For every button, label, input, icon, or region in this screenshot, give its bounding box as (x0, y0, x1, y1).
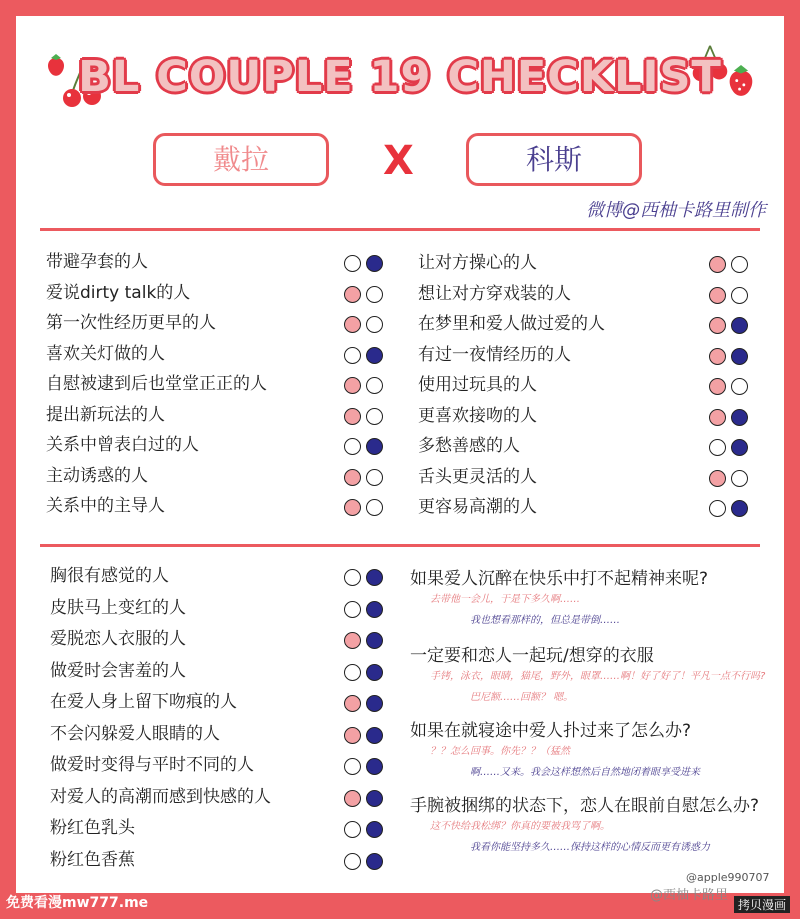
answer-dot (344, 255, 361, 272)
checklist-item: 更容易高潮的人 (418, 497, 537, 517)
answer-dot (366, 853, 383, 870)
watermark-handle: @apple990707 (686, 871, 770, 884)
answer-marks (709, 285, 753, 305)
answer-dot (731, 409, 748, 426)
name-right: 科斯 (466, 133, 642, 186)
handwritten-answer: 我看你能坚持多久……保持这样的心情反而更有诱惑力 (470, 842, 710, 853)
answer-marks (709, 254, 753, 274)
checklist-item: 喜欢关灯做的人 (46, 343, 165, 364)
answer-dot (366, 758, 383, 775)
answer-marks (344, 467, 388, 487)
checklist-item: 爱说dirty talk的人 (46, 282, 191, 303)
answer-dot (344, 286, 361, 303)
checklist-item: 做爱时变得与平时不同的人 (50, 755, 254, 775)
checklist-item: 粉红色乳头 (50, 818, 135, 838)
answer-marks (344, 630, 388, 650)
answer-marks (344, 375, 388, 395)
answer-dot (366, 664, 383, 681)
answer-marks (344, 725, 388, 745)
answer-marks (709, 376, 753, 396)
answer-marks (344, 345, 388, 365)
answer-marks (344, 756, 388, 776)
answer-marks (709, 498, 753, 518)
answer-marks (709, 346, 753, 366)
checklist-item: 胸很有感觉的人 (50, 566, 169, 586)
answer-dot (366, 601, 383, 618)
answer-dot (709, 500, 726, 517)
answer-marks (344, 851, 388, 871)
checklist-item: 提出新玩法的人 (46, 404, 165, 425)
checklist-item: 更喜欢接吻的人 (418, 405, 537, 426)
answer-dot (344, 316, 361, 333)
answer-marks (344, 819, 388, 839)
divider-top (40, 228, 760, 231)
checklist-item: 做爱时会害羞的人 (50, 660, 186, 681)
answer-dot (731, 256, 748, 273)
answer-dot (366, 316, 383, 333)
answer-dot (709, 470, 726, 487)
answer-marks (344, 284, 388, 304)
answer-dot (709, 317, 726, 334)
checklist-item: 带避孕套的人 (46, 252, 148, 272)
handwritten-answer: 啊……又来。我会这样想然后自然地闭着眼享受进来 (470, 767, 700, 778)
answer-marks (709, 407, 753, 427)
answer-dot (709, 409, 726, 426)
watermark-weibo: @西柚卡路里 (650, 888, 729, 903)
answer-marks (344, 788, 388, 808)
handwritten-answer: ？？怎么回事。你先？？（猛然 (430, 746, 570, 757)
checklist-item: 想让对方穿戏装的人 (418, 283, 571, 304)
answer-marks (344, 406, 388, 426)
answer-dot (344, 347, 361, 364)
question: 如果爱人沉醉在快乐中打不起精神来呢? (410, 569, 709, 589)
answer-dot (366, 790, 383, 807)
answer-marks (344, 436, 388, 456)
answer-dot (344, 821, 361, 838)
handwritten-answer: 巴尼额……回额？ 嗯。 (470, 692, 574, 703)
checklist-item: 多愁善感的人 (418, 436, 520, 456)
checklist-item: 不会闪躲爱人眼睛的人 (50, 723, 220, 744)
checklist-item: 在爱人身上留下吻痕的人 (50, 692, 237, 712)
divider-middle (40, 544, 760, 547)
checklist-item: 皮肤马上变红的人 (50, 597, 186, 618)
checklist-item: 对爱人的高潮而感到快感的人 (50, 786, 271, 807)
answer-dot (366, 255, 383, 272)
checklist-item: 让对方操心的人 (418, 253, 537, 273)
question: 如果在就寝途中爱人扑过来了怎么办? (410, 721, 692, 741)
answer-dot (366, 499, 383, 516)
answer-dot (344, 664, 361, 681)
answer-dot (366, 377, 383, 394)
handwritten-answer: 这不快给我松绑？你真的要被我骂了啊。 (430, 821, 610, 832)
answer-dot (344, 377, 361, 394)
answer-dot (731, 317, 748, 334)
answer-dot (366, 347, 383, 364)
answer-marks (709, 437, 753, 457)
answer-dot (344, 695, 361, 712)
answer-dot (731, 439, 748, 456)
answer-dot (731, 500, 748, 517)
answer-marks (344, 314, 388, 334)
answer-dot (344, 408, 361, 425)
answer-dot (344, 727, 361, 744)
answer-marks (344, 599, 388, 619)
handwritten-answer: 手铐，泳衣，眼睛，猫尾，野外，眼罩……啊！好了好了！平凡一点不行吗? (430, 671, 766, 682)
checklist-item: 爱脱恋人衣服的人 (50, 629, 186, 649)
answer-marks (709, 468, 753, 488)
answer-dot (344, 601, 361, 618)
checklist-item: 使用过玩具的人 (418, 375, 537, 395)
checklist-item: 粉红色香蕉 (50, 849, 135, 870)
answer-dot (344, 569, 361, 586)
answer-dot (731, 287, 748, 304)
answer-dot (366, 727, 383, 744)
checklist-item: 主动诱惑的人 (46, 465, 148, 486)
checklist-item: 关系中曾表白过的人 (46, 435, 199, 455)
answer-marks (344, 497, 388, 517)
question: 手腕被捆绑的状态下，恋人在眼前自慰怎么办? (410, 796, 760, 816)
answer-dot (344, 853, 361, 870)
answer-dot (731, 348, 748, 365)
watermark-bottom-right: 拷贝漫画 (734, 896, 790, 913)
answer-dot (366, 408, 383, 425)
answer-dot (344, 758, 361, 775)
checklist-item: 关系中的主导人 (46, 496, 165, 516)
answer-dot (366, 632, 383, 649)
handwritten-answer: 我也想看那样的，但总是带倒…… (470, 615, 620, 626)
checklist-item: 自慰被逮到后也堂堂正正的人 (46, 374, 267, 394)
answer-marks (709, 315, 753, 335)
checklist-item: 舌头更灵活的人 (418, 466, 537, 487)
checklist-item: 有过一夜情经历的人 (418, 344, 571, 365)
name-left: 戴拉 (153, 133, 329, 186)
question: 一定要和恋人一起玩/想穿的衣服 (410, 646, 654, 666)
checklist-item: 第一次性经历更早的人 (46, 313, 216, 333)
answer-dot (344, 438, 361, 455)
page-title: BL COUPLE 19 CHECKLIST (78, 52, 722, 102)
answer-dot (709, 256, 726, 273)
answer-dot (344, 469, 361, 486)
answer-dot (366, 695, 383, 712)
handwritten-answer: 去带他一会儿，于是下多久啊…… (430, 594, 580, 605)
answer-marks (344, 253, 388, 273)
answer-dot (366, 569, 383, 586)
answer-dot (709, 287, 726, 304)
answer-dot (709, 378, 726, 395)
checklist-item: 在梦里和爱人做过爱的人 (418, 314, 605, 334)
answer-dot (344, 632, 361, 649)
answer-dot (731, 378, 748, 395)
answer-dot (366, 286, 383, 303)
answer-marks (344, 693, 388, 713)
answer-dot (709, 439, 726, 456)
answer-dot (366, 821, 383, 838)
answer-dot (344, 790, 361, 807)
x-mark: X (383, 138, 414, 184)
credit-text: 微博@西柚卡路里制作 (586, 200, 766, 221)
answer-marks (344, 567, 388, 587)
answer-dot (366, 469, 383, 486)
answer-dot (731, 470, 748, 487)
watermark-bottom-left: 免费看漫mw777.me (6, 895, 149, 911)
answer-marks (344, 662, 388, 682)
answer-dot (344, 499, 361, 516)
answer-dot (366, 438, 383, 455)
answer-dot (709, 348, 726, 365)
